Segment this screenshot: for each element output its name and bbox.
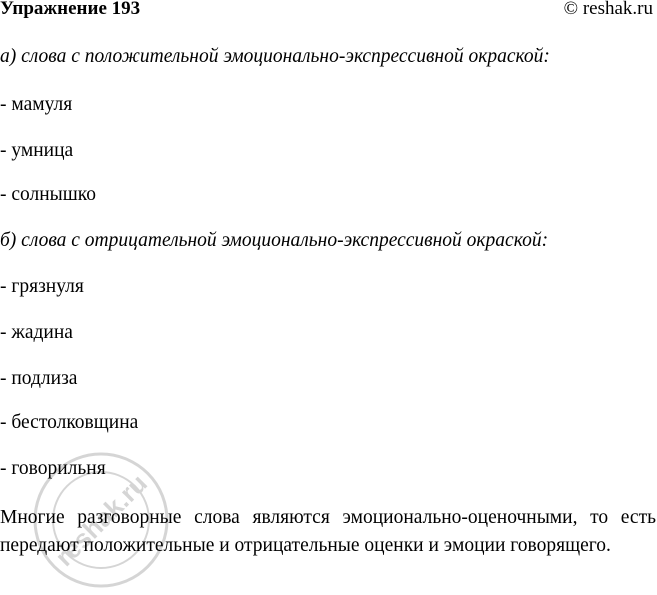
section-b-heading: б) слова с отрицательной эмоционально-экспрессивной окраской:	[0, 230, 549, 251]
list-item: - бестолковщина	[0, 412, 139, 433]
list-item: - солнышко	[0, 184, 97, 205]
list-item: - жадина	[0, 322, 73, 343]
list-item: - мамуля	[0, 94, 73, 115]
copyright-label: © reshak.ru	[563, 0, 653, 19]
svg-text:reshak.ru: reshak.ru	[49, 468, 153, 572]
list-item: - подлиза	[0, 368, 78, 389]
conclusion-paragraph: Многие разговорные слова являются эмоционально-оценочными, то есть передают положительные и отрицательные оценки и эмоции говорящего.	[0, 507, 656, 556]
exercise-title: Упражнение 193	[0, 0, 141, 19]
section-a-heading: а) слова с положительной эмоционально-экспрессивной окраской:	[0, 46, 550, 67]
list-item: - грязнуля	[0, 276, 84, 297]
list-item: - говорильня	[0, 458, 106, 479]
list-item: - умница	[0, 140, 74, 161]
